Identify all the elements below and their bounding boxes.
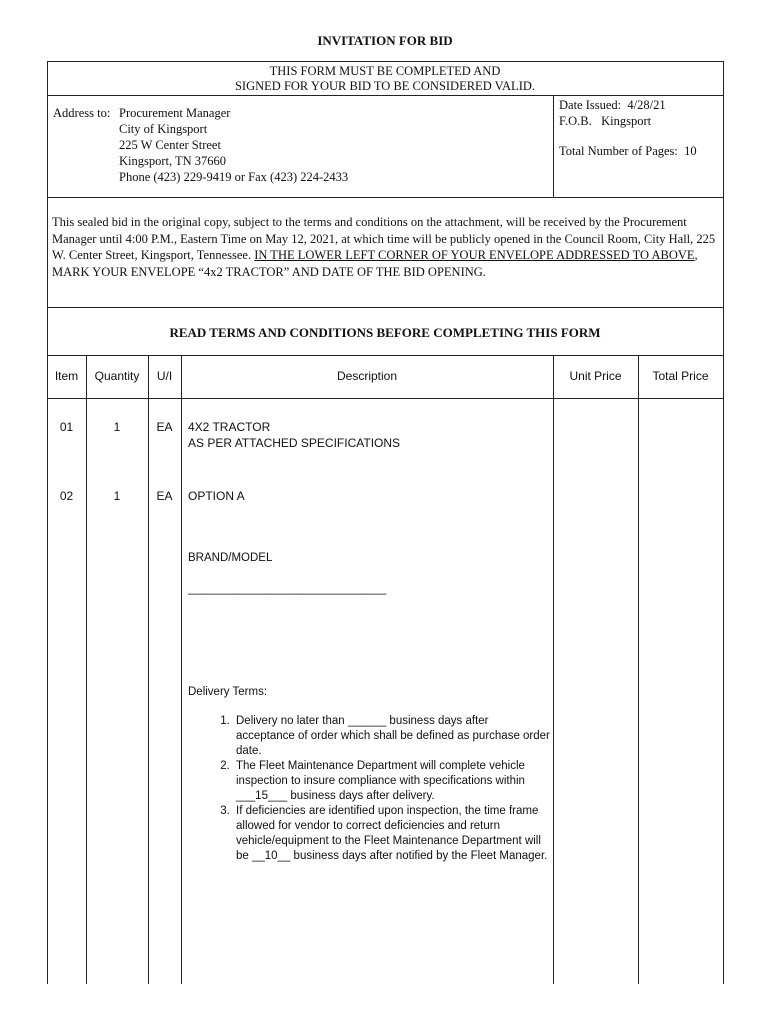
- col-divider-unit-price: [638, 355, 639, 984]
- delivery-term-item: 3. If deficiencies are identified upon inspection, the time frame allowed for vendor to correct deficiencies and return vehicle/equipment to the Fleet Maintenance Department will be __10__ business days after notified by the Fleet Manager.: [233, 804, 550, 864]
- info-block: [559, 97, 697, 159]
- address-line: Phone (423) 229-9419 or Fax (423) 224-2433: [119, 170, 349, 184]
- header-item: Item: [54, 369, 79, 383]
- header-description: Description: [336, 369, 398, 383]
- total-pages-label: Total Number of Pages:: [559, 144, 678, 158]
- banner-line-2: SIGNED FOR YOUR BID TO BE CONSIDERED VALID.: [234, 79, 536, 93]
- row-01-ui: EA: [156, 420, 173, 434]
- intro-tail-text: , MARK YOUR ENVELOPE “4x2 TRACTOR” AND DATE OF THE BID OPENING.: [52, 248, 698, 279]
- date-issued-label: Date Issued:: [559, 98, 622, 112]
- intro-bottom-rule: [47, 307, 724, 308]
- intro-text: This sealed bid in the original copy, subject to the terms and conditions on the attachment, will be received by the Procurement Manager until 4:00 P.M., Eastern Time on May 12, 2021, at which time will be publicly opened in the Council Room, City Hall, 225 W. Center Street, Kingsport, Tennessee.: [52, 215, 716, 262]
- date-issued: [559, 97, 697, 113]
- row-01-desc-line-1: 4X2 TRACTOR: [188, 420, 271, 434]
- delivery-terms-list: [188, 714, 550, 864]
- frame-right: [723, 61, 724, 984]
- frame-top: [47, 61, 724, 62]
- address-info-divider: [553, 95, 554, 197]
- address-line: Procurement Manager: [119, 106, 231, 120]
- header-total-price: Total Price: [652, 369, 709, 383]
- address-line: City of Kingsport: [119, 122, 208, 136]
- col-divider-description: [553, 355, 554, 984]
- header-quantity: Quantity: [94, 369, 140, 383]
- address-label: Address to:: [53, 106, 111, 120]
- delivery-term-item: 2. The Fleet Maintenance Department will complete vehicle inspection to insure compliance with specifications within ___15___ business days after delivery.: [233, 759, 550, 804]
- row-01-description: [188, 419, 400, 451]
- row-01-quantity: 1: [113, 420, 121, 434]
- date-issued-value: 4/28/21: [627, 98, 666, 112]
- address-bottom-rule: [47, 197, 724, 198]
- row-01-item: 01: [59, 420, 74, 434]
- fob-label: F.O.B.: [559, 114, 592, 128]
- frame-left: [47, 61, 48, 984]
- brand-model-blank: _______________________________: [188, 583, 387, 595]
- address-block: [119, 105, 348, 185]
- row-02-item: 02: [59, 489, 74, 503]
- row-01-desc-line-2: AS PER ATTACHED SPECIFICATIONS: [188, 436, 401, 450]
- banner-line-1: THIS FORM MUST BE COMPLETED AND: [269, 64, 501, 78]
- col-divider-item: [86, 355, 87, 984]
- total-pages: [559, 143, 697, 159]
- row-02-quantity: 1: [113, 489, 121, 503]
- read-terms-heading: READ TERMS AND CONDITIONS BEFORE COMPLETING THIS FORM: [169, 325, 601, 340]
- col-divider-quantity: [148, 355, 149, 984]
- intro-paragraph: [52, 214, 717, 280]
- form-title: INVITATION FOR BID: [317, 33, 453, 48]
- col-divider-ui: [181, 355, 182, 984]
- fob: [559, 113, 697, 129]
- address-line: 225 W Center Street: [119, 138, 221, 152]
- delivery-terms-label: Delivery Terms:: [188, 686, 268, 698]
- banner-bottom-rule: [47, 95, 724, 96]
- header-ui: U/I: [156, 369, 173, 383]
- brand-model-label: BRAND/MODEL: [188, 552, 273, 564]
- total-pages-value: 10: [684, 144, 697, 158]
- fob-value: Kingsport: [601, 114, 652, 128]
- row-02-description: OPTION A: [188, 489, 245, 503]
- intro-underlined-text: IN THE LOWER LEFT CORNER OF YOUR ENVELOPE ADDRESSED TO ABOVE: [254, 248, 695, 262]
- header-unit-price: Unit Price: [569, 369, 622, 383]
- address-line: Kingsport, TN 37660: [119, 154, 227, 168]
- row-02-ui: EA: [156, 489, 173, 503]
- delivery-term-item: 1. Delivery no later than ______ business days after acceptance of order which shall be defined as purchase order date.: [233, 714, 550, 759]
